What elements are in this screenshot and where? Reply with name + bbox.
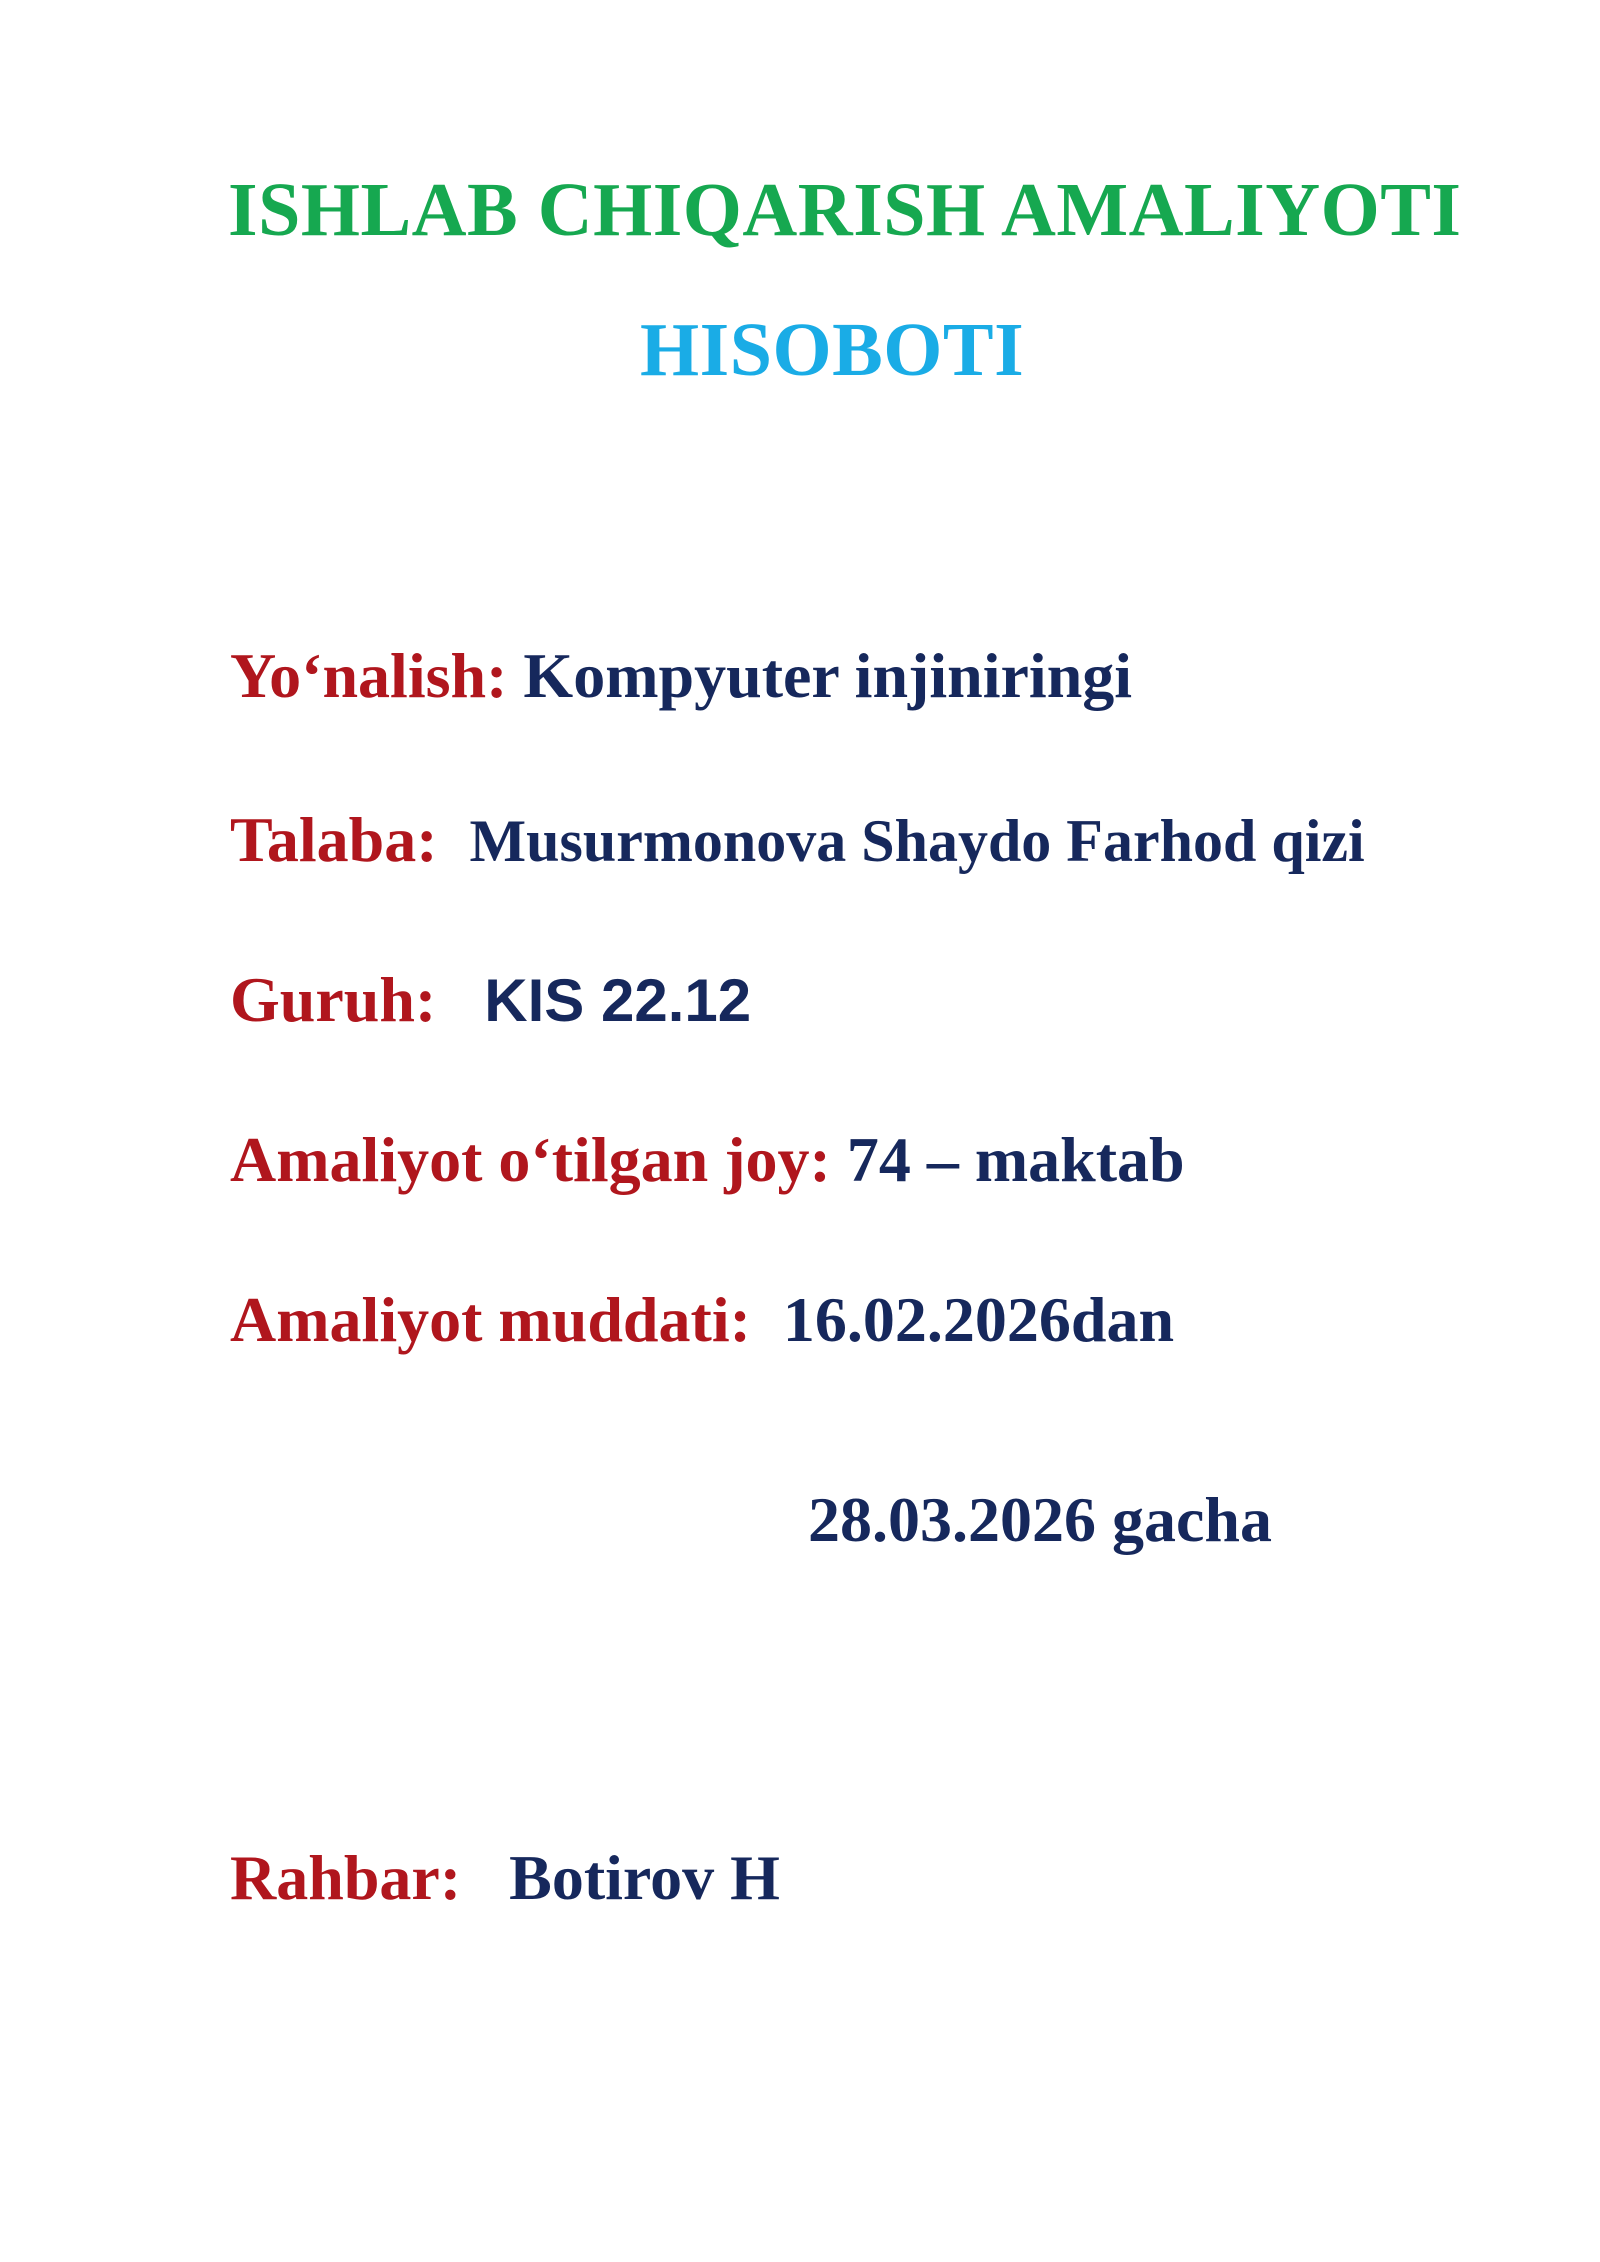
field-place-value: 74 – maktab: [846, 1124, 1185, 1195]
field-direction: [230, 640, 1133, 711]
field-student-label: Talaba:: [230, 804, 438, 875]
field-group: [230, 964, 752, 1035]
field-period-label: Amaliyot muddati:: [230, 1284, 751, 1355]
field-student: [230, 804, 1365, 875]
field-period-from: 16.02.2026dan: [782, 1284, 1175, 1355]
field-direction-label: Yo‘nalish:: [230, 640, 508, 711]
field-leader: [230, 1842, 780, 1913]
field-period-to: 28.03.2026 gacha: [808, 1484, 1272, 1555]
field-student-value: Musurmonova Shaydo Farhod qizi: [469, 808, 1365, 874]
field-leader-value: Botirov H: [509, 1842, 780, 1913]
field-group-value: KIS 22.12: [484, 967, 752, 1034]
field-leader-label: Rahbar:: [230, 1842, 462, 1913]
field-place: [230, 1124, 1185, 1195]
field-period: [230, 1284, 1175, 1355]
field-direction-value: Kompyuter injiniringi: [523, 640, 1133, 711]
field-place-label: Amaliyot o‘tilgan joy:: [230, 1124, 831, 1195]
field-group-label: Guruh:: [230, 964, 437, 1035]
report-title-line-2: HISOBOTI: [640, 308, 1025, 392]
report-title-line-1: ISHLAB CHIQARISH AMALIYOTI: [228, 168, 1462, 252]
